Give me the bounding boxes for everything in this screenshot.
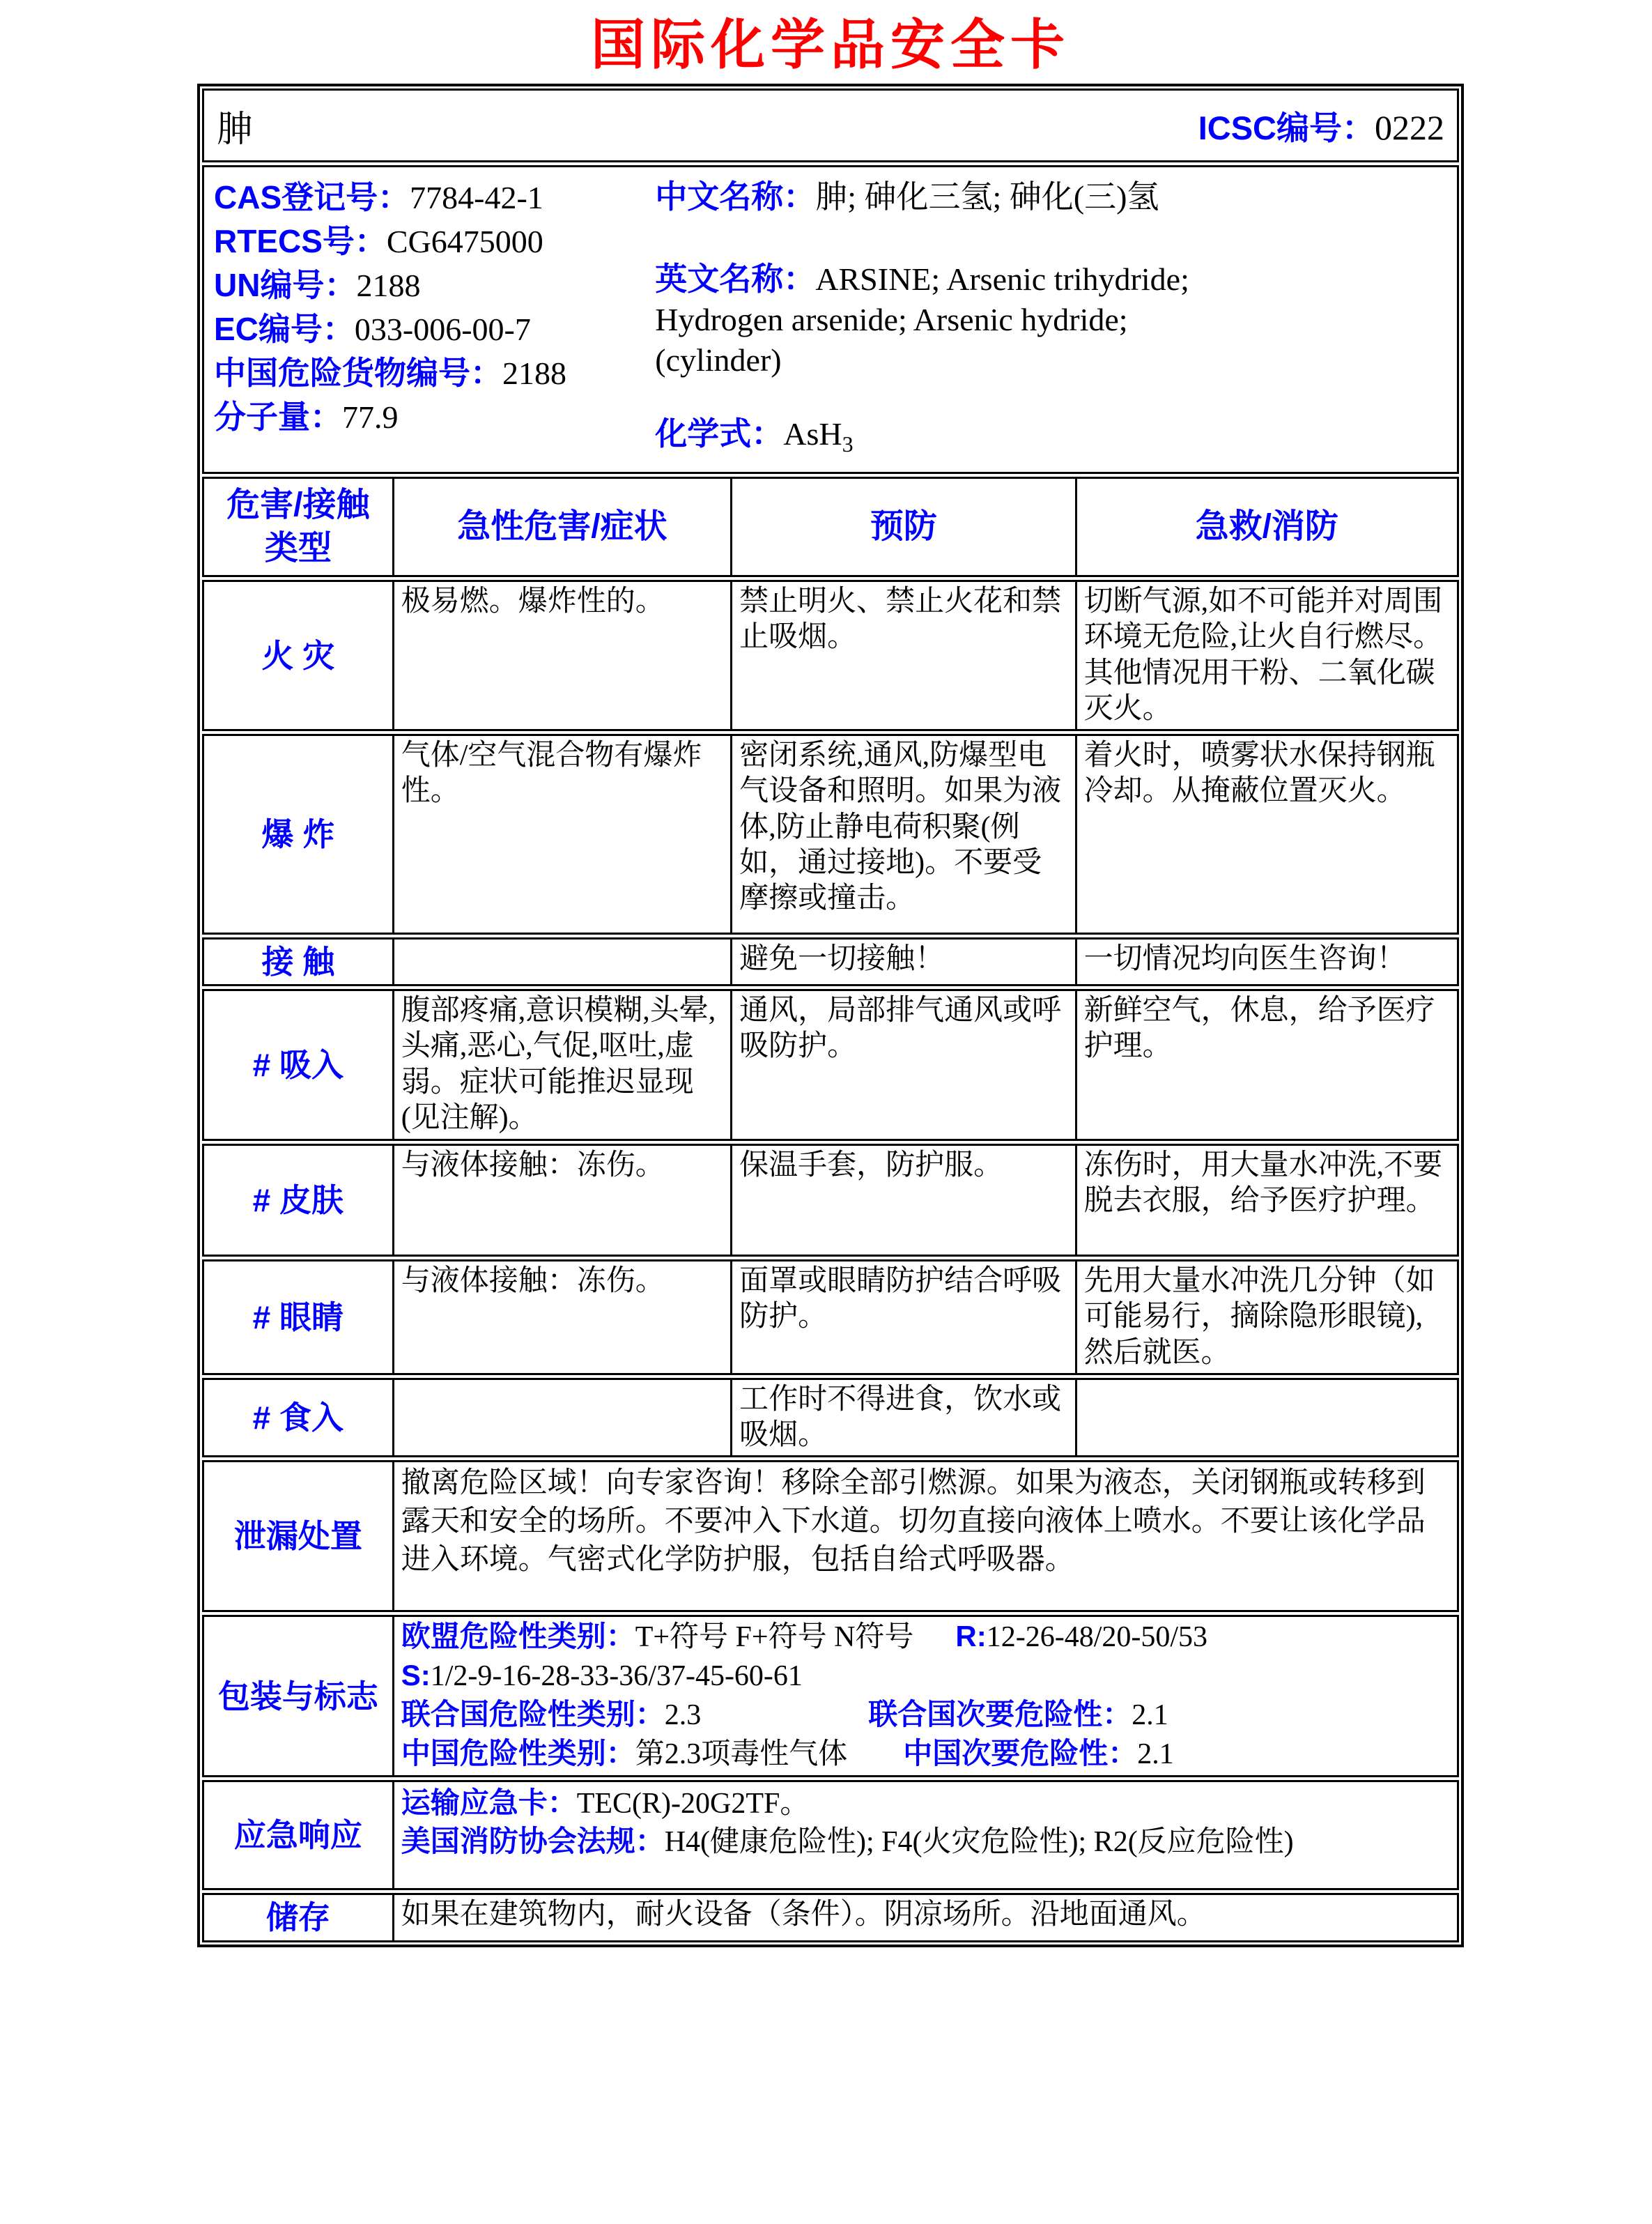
identifier-label: 中国危险货物编号：: [214, 355, 502, 391]
chinese-name-label: 中文名称：: [655, 178, 816, 215]
s-phrases-line: [401, 1657, 1450, 1695]
hazard-row-skin: [202, 1144, 1459, 1257]
english-name-value-3: (cylinder): [655, 342, 782, 378]
names-block: [655, 176, 1457, 465]
identifier-ec: [214, 307, 655, 351]
identifier-rtecs: [214, 220, 655, 263]
identifier-label: UN编号：: [214, 267, 357, 303]
column-header-prevention: [730, 479, 1074, 575]
fire-firstaid-cell: 切断气源,如不可能并对周围环境无危险,让火自行燃尽。其他情况用干粉、二氧化碳灭火。: [1075, 582, 1457, 729]
identifier-value: 7784-42-1: [410, 180, 543, 215]
inhalation-prevention-cell: 通风，局部排气通风或呼吸防护。: [730, 991, 1074, 1139]
cn-subrisk-value: 2.1: [1137, 1738, 1174, 1771]
row-label-fire: [204, 582, 392, 729]
icsc-number-value: 0222: [1375, 107, 1444, 147]
inhalation-label: # 吸入: [252, 1047, 344, 1084]
formula-line: [655, 413, 1450, 465]
hazard-row-inhalation: [202, 989, 1459, 1141]
ingestion-label: # 食入: [252, 1399, 344, 1436]
row-label-spill: [204, 1462, 392, 1610]
tec-label: 运输应急卡：: [401, 1786, 577, 1820]
cn-hazard-line: [401, 1735, 1450, 1773]
english-name-value-2: Hydrogen arsenide; Arsenic hydride;: [655, 302, 1128, 337]
skin-prevention-cell: 保温手套，防护服。: [730, 1146, 1074, 1255]
packaging-labelling-row: [202, 1615, 1459, 1777]
emergency-content-cell: [392, 1782, 1457, 1888]
table-header-row: [202, 477, 1459, 577]
formula-label: 化学式：: [655, 415, 784, 452]
identifier-value: 033-006-00-7: [354, 312, 531, 347]
cn-subrisk-label: 中国次要危险性：: [903, 1737, 1138, 1770]
identifier-label: EC编号：: [214, 311, 355, 347]
eu-hazard-line: [401, 1618, 1450, 1656]
ingestion-firstaid-cell: [1075, 1380, 1457, 1455]
explosion-firstaid-cell: 着火时，喷雾状水保持钢瓶冷却。从掩蔽位置灭火。: [1075, 736, 1457, 933]
row-label-emergency: [204, 1782, 392, 1888]
packaging-label: 包装与标志: [217, 1678, 378, 1715]
eyes-firstaid-cell: 先用大量水冲洗几分钟（如可能易行，摘除隐形眼镜),然后就医。: [1075, 1261, 1457, 1373]
eyes-label: # 眼睛: [252, 1299, 344, 1336]
row-label-skin: [204, 1146, 392, 1255]
identifier-label: CAS登记号：: [214, 179, 410, 215]
fire-label: 火 灾: [261, 637, 335, 674]
identifiers-list: [204, 176, 655, 465]
row-label-ingestion: [204, 1380, 392, 1455]
un-subrisk-label: 联合国次要危险性：: [868, 1698, 1132, 1731]
identifier-molweight: [214, 395, 655, 439]
page-title: 国际化学品安全卡: [590, 13, 1070, 77]
emergency-response-row: [202, 1780, 1459, 1890]
storage-text-cell: 如果在建筑物内，耐火设备（条件）。阴凉场所。沿地面通风。: [392, 1895, 1457, 1940]
row-label-contact: [204, 940, 392, 984]
cn-class-label: 中国危险性类别：: [401, 1737, 635, 1770]
skin-symptoms-cell: 与液体接触：冻伤。: [392, 1146, 730, 1255]
formula-subscript: 3: [842, 431, 854, 457]
explosion-symptoms-cell: 气体/空气混合物有爆炸性。: [392, 736, 730, 933]
identifier-value: CG6475000: [386, 224, 543, 259]
un-class-label: 联合国危险性类别：: [401, 1698, 665, 1731]
storage-label: 储存: [265, 1899, 330, 1936]
emergency-label: 应急响应: [233, 1817, 362, 1854]
identifier-value: 2188: [356, 268, 421, 303]
nfpa-value: H4(健康危险性); F4(火灾危险性); R2(反应危险性): [664, 1826, 1294, 1859]
inhalation-symptoms-cell: 腹部疼痛,意识模糊,头晕,头痛,恶心,气促,呕吐,虚弱。症状可能推迟显现(见注解)。: [392, 991, 730, 1139]
identifier-label: 分子量：: [214, 399, 342, 435]
formula-value: AsH: [783, 416, 842, 452]
s-phrases-label: S:: [401, 1659, 431, 1692]
row-label-eyes: [204, 1261, 392, 1373]
packaging-content-cell: [392, 1617, 1457, 1775]
chinese-name-value: 胂; 砷化三氢; 砷化(三)氢: [815, 179, 1159, 215]
skin-firstaid-cell: 冻伤时，用大量水冲洗,不要脱去衣服，给予医疗护理。: [1075, 1146, 1457, 1255]
un-hazard-line: [401, 1696, 1450, 1734]
identifier-un: [214, 263, 655, 307]
identifier-value: 77.9: [342, 399, 399, 435]
hazard-row-ingestion: [202, 1378, 1459, 1457]
contact-label: 接 触: [261, 944, 335, 981]
identification-section: [202, 165, 1459, 474]
icsc-number: [1198, 102, 1444, 149]
icsc-card: [197, 84, 1464, 1947]
prevention-header-label: 预防: [870, 508, 937, 546]
eu-class-value: T+符号 F+符号 N符号: [635, 1621, 914, 1654]
contact-symptoms-cell: [392, 940, 730, 984]
row-label-inhalation: [204, 991, 392, 1139]
eu-class-label: 欧盟危险性类别：: [401, 1620, 635, 1653]
ingestion-symptoms-cell: [392, 1380, 730, 1455]
skin-label: # 皮肤: [252, 1182, 344, 1219]
identifier-china-dg: [214, 351, 655, 395]
spill-label: 泄漏处置: [233, 1518, 362, 1555]
fire-symptoms-cell: 极易燃。爆炸性的。: [392, 582, 730, 729]
explosion-prevention-cell: 密闭系统,通风,防爆型电气设备和照明。如果为液体,防止静电荷积聚(例如，通过接地)。不要受摩擦或撞击。: [730, 736, 1074, 933]
english-name-value-1: ARSINE; Arsenic trihydride;: [815, 261, 1189, 297]
column-header-firstaid: [1075, 479, 1457, 575]
tec-value: TEC(R)-20G2TF。: [576, 1788, 810, 1820]
hazard-row-fire: [202, 580, 1459, 731]
spill-text-cell: 撤离危险区域！向专家咨询！移除全部引燃源。如果为液态，关闭钢瓶或转移到露天和安全的场所。不要冲入下水道。切勿直接向液体上喷水。不要让该化学品进入环境。气密式化学防护服，包括自给式呼吸器。: [392, 1462, 1457, 1610]
row-label-packaging: [204, 1617, 392, 1775]
contact-firstaid-cell: 一切情况均向医生咨询！: [1075, 940, 1457, 984]
identifier-value: 2188: [502, 355, 566, 391]
hazard-row-contact: [202, 937, 1459, 986]
column-header-hazard-type: [204, 479, 392, 575]
card-header-bar: [202, 89, 1459, 162]
r-phrases-label: R:: [955, 1620, 987, 1653]
inhalation-firstaid-cell: 新鲜空气，休息，给予医疗护理。: [1075, 991, 1457, 1139]
chinese-name-line: [655, 176, 1450, 218]
s-phrases-value: 1/2-9-16-28-33-36/37-45-60-61: [430, 1660, 803, 1693]
hazard-row-eyes: [202, 1259, 1459, 1375]
icsc-number-label: ICSC编号：: [1198, 109, 1375, 146]
un-subrisk-value: 2.1: [1132, 1699, 1168, 1732]
identifier-label: RTECS号：: [214, 223, 387, 259]
hazard-row-explosion: [202, 734, 1459, 935]
un-class-value: 2.3: [664, 1699, 702, 1732]
symptoms-header-label: 急性危害/症状: [457, 508, 667, 546]
eyes-symptoms-cell: 与液体接触：冻伤。: [392, 1261, 730, 1373]
eyes-prevention-cell: 面罩或眼睛防护结合呼吸防护。: [730, 1261, 1074, 1373]
substance-name: 胂: [217, 109, 254, 150]
firstaid-header-label: 急救/消防: [1195, 508, 1338, 546]
explosion-label: 爆 炸: [261, 816, 335, 853]
hazard-header-line1: 危害/接触: [226, 486, 370, 524]
spill-disposal-row: [202, 1460, 1459, 1612]
nfpa-line: [401, 1823, 1450, 1861]
row-label-storage: [204, 1895, 392, 1940]
ingestion-prevention-cell: 工作时不得进食，饮水或吸烟。: [730, 1380, 1074, 1455]
row-label-explosion: [204, 736, 392, 933]
identifier-cas: [214, 176, 655, 220]
fire-prevention-cell: 禁止明火、禁止火花和禁止吸烟。: [730, 582, 1074, 729]
nfpa-label: 美国消防协会法规：: [401, 1825, 665, 1858]
cn-class-value: 第2.3项毒性气体: [635, 1738, 848, 1771]
hazard-header-line2: 类型: [264, 530, 332, 567]
english-name-label: 英文名称：: [655, 261, 816, 297]
contact-prevention-cell: 避免一切接触！: [730, 940, 1074, 984]
storage-row: [202, 1893, 1459, 1942]
english-name-line: [655, 259, 1450, 381]
tec-line: [401, 1784, 1450, 1823]
r-phrases-value: 12-26-48/20-50/53: [986, 1621, 1208, 1654]
column-header-symptoms: [392, 479, 730, 575]
